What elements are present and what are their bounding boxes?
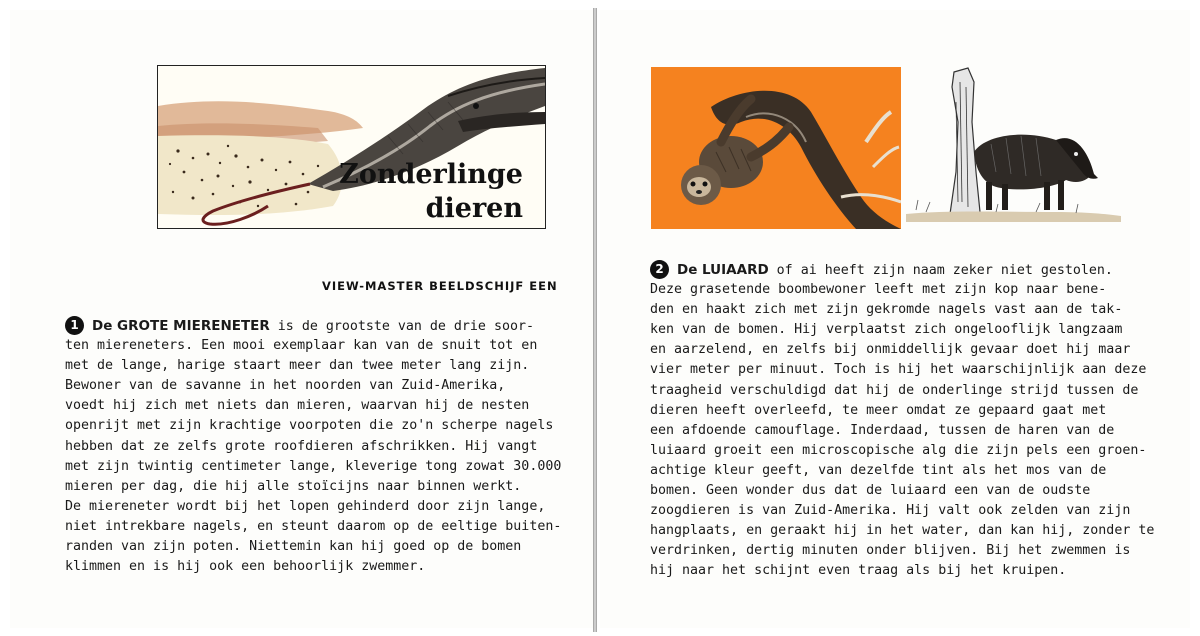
text-line: ken van de bomen. Hij verplaatst zich ongelooflijk langzaam: [650, 322, 1123, 338]
section-number-badge: 2: [650, 260, 669, 279]
text-line: voedt hij zich met niets dan mieren, waarvan hij de nesten: [65, 398, 530, 414]
section-first-line: [65, 316, 555, 336]
section-heading: De GROTE MIERENETER: [92, 318, 270, 334]
text-line: De miereneter wordt bij het lopen gehinderd door zijn lange,: [65, 498, 546, 514]
page-gutter: [593, 8, 597, 632]
title-illustration-box: [157, 65, 546, 229]
text-line: randen van zijn poten. Niettemin kan hij goed op de bomen: [65, 539, 522, 555]
text-line: Bewoner van de savanne in het noorden van Zuid-Amerika,: [65, 378, 506, 394]
text-line: hij naar het schijnt even traag als bij het kruipen.: [650, 563, 1067, 579]
sloth-illustration: [651, 67, 901, 229]
text-line: luiaard groeit een microscopische alg die zijn pels een groen-: [650, 442, 1147, 458]
page-title: [339, 158, 523, 226]
section-sloth: [650, 260, 1155, 582]
section-anteater: [65, 316, 562, 577]
peccary-illustration: [906, 62, 1121, 232]
text-line: mieren per dag, die hij alle stoïcijns naar binnen werkt.: [65, 478, 522, 494]
text-line: bomen. Geen wonder dus dat de luiaard een van de oudste: [650, 483, 1091, 499]
series-label: VIEW-MASTER BEELDSCHIJF EEN: [322, 279, 558, 293]
section-first-line: [650, 260, 1140, 280]
text-line: verdrinken, dertig minuten onder blijven. Bij het zwemmen is: [650, 543, 1131, 559]
section-heading: De LUIAARD: [677, 262, 769, 278]
text-line: een afdoende camouflage. Inderdaad, tussen de haren van de: [650, 422, 1115, 438]
text-line: klimmen en is hij ook een behoorlijk zwemmer.: [65, 559, 426, 575]
text-line: hangplaats, en geraakt hij in het water, dan kan hij, zonder te: [650, 523, 1155, 539]
text-line: vier meter per minuut. Toch is hij het waarschijnlijk aan deze: [650, 362, 1147, 378]
section-first-line-text: is de grootste van de drie soor-: [269, 319, 534, 334]
text-line: traagheid verschuldigd dat hij de onderlinge strijd tussen de: [650, 382, 1139, 398]
section-number-badge: 1: [65, 316, 84, 335]
text-line: hebben dat ze zelfs grote roofdieren afschrikken. Hij vangt: [65, 438, 538, 454]
text-line: met de lange, harige staart meer dan twee meter lang zijn.: [65, 358, 530, 374]
sloth-picture: [651, 67, 901, 229]
text-line: den en haakt zich met zijn gekromde nagels vast aan de tak-: [650, 302, 1123, 318]
title-line-2: dieren: [425, 193, 523, 224]
text-line: en aarzelend, en zelfs bij onmiddellijk gevaar doet hij maar: [650, 342, 1131, 358]
text-line: zoogdieren is van Zuid-Amerika. Hij valt ook zelden van zijn: [650, 503, 1131, 519]
text-line: dieren heeft overleefd, te meer omdat ze gepaard gaat met: [650, 402, 1107, 418]
text-line: achtige kleur geeft, van dezelfde tint als het mos van de: [650, 462, 1107, 478]
title-line-1: Zonderlinge: [339, 159, 523, 190]
text-line: Deze grasetende boombewoner leeft met zijn kop naar bene-: [650, 282, 1107, 298]
section-first-line-text: of ai heeft zijn naam zeker niet gestolen.: [768, 263, 1113, 278]
text-line: niet intrekbare nagels, en steunt daarom op de eeltige buiten-: [65, 518, 562, 534]
peccary-picture: [906, 62, 1121, 232]
text-line: ten miereneters. Een mooi exemplaar kan van de snuit tot en: [65, 338, 538, 354]
text-line: openrijt met zijn krachtige voorpoten die zo'n scherpe nagels: [65, 418, 554, 434]
text-line: met zijn twintig centimeter lange, kleverige tong zowat 30.000: [65, 458, 562, 474]
